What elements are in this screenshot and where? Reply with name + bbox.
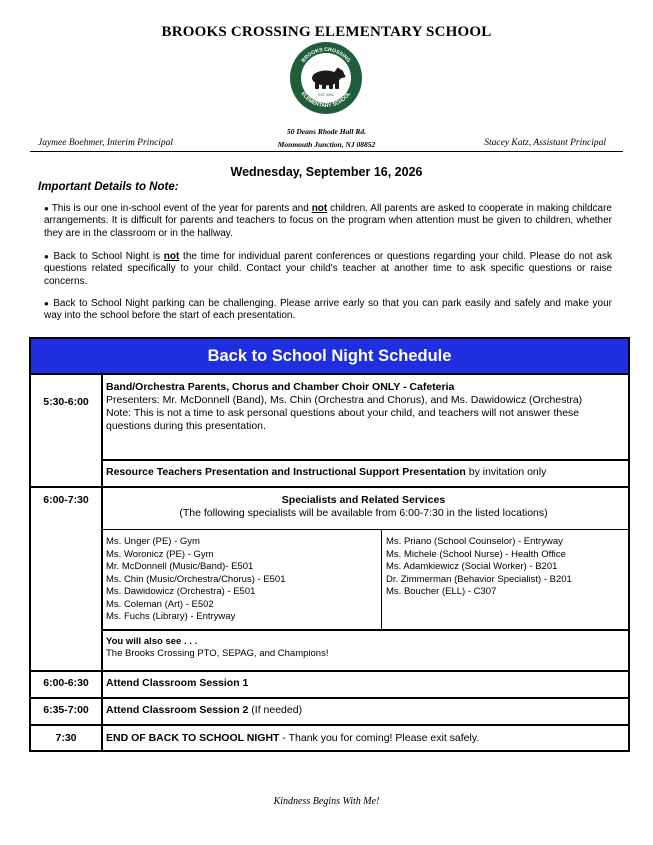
band-orchestra-session: Band/Orchestra Parents, Chorus and Chamber Choir ONLY - Cafeteria Presenters: Mr. McDonnell (Band), Ms. Chin (Orchestra and Chorus), and Ms. Dawidowicz (Orchestra) Note: This is not a time to ask personal questions about your child, and teachers will not answer these questions during this presentation. [106,381,583,432]
classroom-session-2: Attend Classroom Session 2 (If needed) [106,704,303,716]
specialist-item: Mr. McDonnell (Music/Band)- E501 [106,561,254,572]
time-slot-3: 6:00-6:30 [43,677,89,689]
seal-text-bottom: ELEMENTARY SCHOOL [299,90,353,110]
resource-teachers-session: Resource Teachers Presentation and Instructional Support Presentation by invitation only [106,466,547,478]
school-name: BROOKS CROSSING ELEMENTARY SCHOOL [161,24,492,40]
row-divider [31,373,628,375]
detail-bullet-2: ● Back to School Night is not the time for individual parent conferences or questions regarding your child. Please do not ask questions related specifically to your child. Contact your child's teacher at another time to ask specific questions or raise concerns. [44,251,612,287]
bullet-icon: ● [44,204,49,213]
row-divider [31,697,628,699]
specialist-item: Ms. Woronicz (PE) - Gym [106,548,214,560]
details-title: Important Details to Note: [38,181,179,193]
header-divider [30,151,623,152]
specialist-item: Ms. Chin (Music/Orchestra/Chorus) - E501 [106,573,286,585]
specialist-item: Ms. Adamkiewicz (Social Worker) - B201 [386,561,558,572]
row-divider [101,459,628,461]
footer-motto: Kindness Begins With Me! [273,796,380,807]
classroom-session-1: Attend Classroom Session 1 [106,677,249,689]
time-slot-2: 6:00-7:30 [43,494,89,506]
address-street: 50 Deans Rhode Hall Rd. [287,127,366,136]
assistant-principal-name: Stacey Katz, Assistant Principal [484,138,606,148]
column-divider [381,529,382,629]
row-divider [31,486,628,488]
schedule-title: Back to School Night Schedule [31,339,628,373]
event-date: Wednesday, September 16, 2026 [230,165,423,179]
time-slot-1: 5:30-6:00 [43,396,89,408]
time-slot-4: 6:35-7:00 [43,704,89,716]
detail-bullet-1: ● This is our one in-school event of the year for parents and not children. All parents are asked to cooperate in making childcare arrangements. It is difficult for parents and teachers to focus on the program when attention must be given to children, whether they are in the classroom or in the hallway. [44,203,612,239]
schedule-table [29,337,630,752]
address-city: Monmouth Junction, NJ 08852 [277,140,376,149]
specialists-heading: Specialists and Related Services (The following specialists will be available from 6:00-7:30 in the listed locations) [179,494,548,519]
bullet-icon: ● [44,299,50,308]
row-divider [31,724,628,726]
seal-est: EST. 2002 [318,93,334,97]
seal-text-top: BROOKS CROSSING [300,46,352,64]
end-of-night: END OF BACK TO SCHOOL NIGHT - Thank you for coming! Please exit safely. [106,732,480,744]
specialist-item: Ms. Michele (School Nurse) - Health Office [386,548,566,560]
specialist-item: Ms. Priano (School Counselor) - Entryway [386,536,563,547]
school-seal-logo [289,41,363,115]
specialist-item: Ms. Dawidowicz (Orchestra) - E501 [106,586,256,597]
specialists-list-left [106,536,286,624]
time-slot-5: 7:30 [55,732,77,744]
bullet-icon: ● [44,252,50,261]
detail-bullet-3: ● Back to School Night parking can be challenging. Please arrive early so that you can park easily and safely and make your way into the school before the start of each presentation. [44,298,612,322]
specialists-list-right [386,536,572,599]
row-divider [101,529,628,530]
specialist-item: Ms. Fuchs (Library) - Entryway [106,611,236,622]
specialist-item: Dr. Zimmerman (Behavior Specialist) - B201 [386,573,572,585]
row-divider [101,629,628,631]
row-divider [31,670,628,672]
column-divider [101,373,103,750]
also-see-note: You will also see . . . The Brooks Crossing PTO, SEPAG, and Champions! [106,636,329,659]
specialist-item: Ms. Coleman (Art) - E502 [106,598,214,610]
principal-name: Jaymee Boehmer, Interim Principal [38,138,174,148]
specialist-item: Ms. Unger (PE) - Gym [106,536,200,547]
specialist-item: Ms. Boucher (ELL) - C307 [386,586,497,597]
